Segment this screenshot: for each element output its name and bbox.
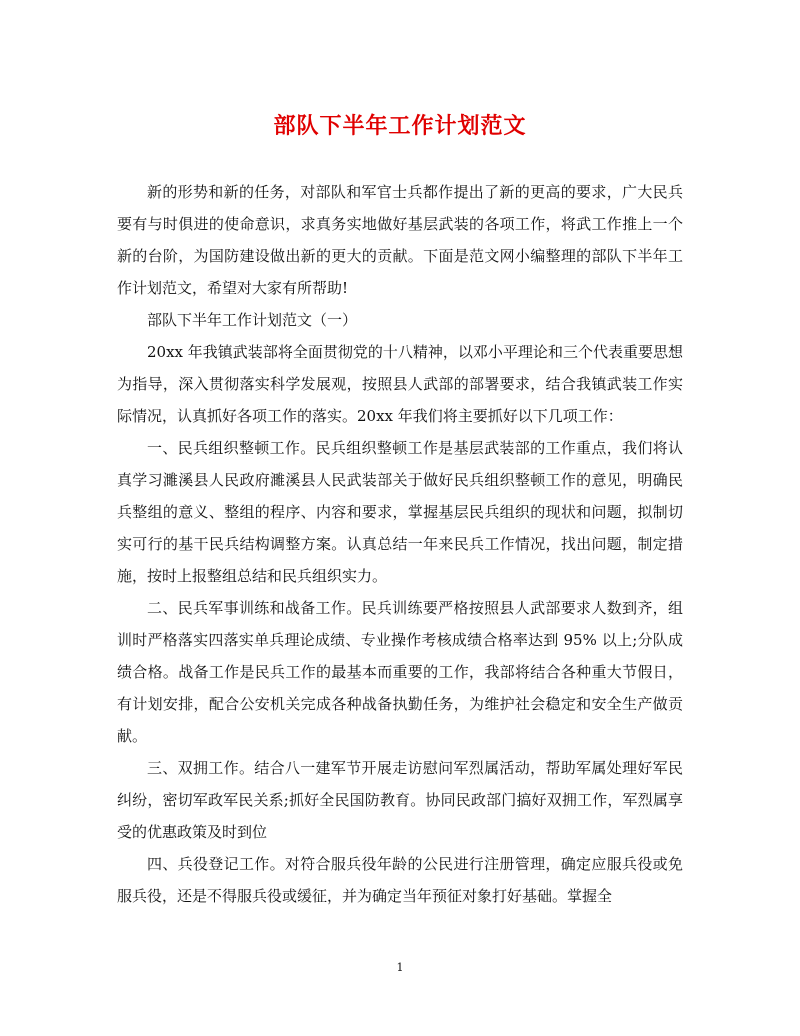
document-body	[117, 176, 683, 912]
document-title: 部队下半年工作计划范文	[273, 113, 527, 139]
item-paragraph-3: 三、双拥工作。结合八一建军节开展走访慰问军烈属活动，帮助军属处理好军民纠纷，密切军政军民关系;抓好全民国防教育。协同民政部门搞好双拥工作，军烈属享受的优惠政策及时到位	[117, 759, 683, 841]
item-paragraph-1: 一、民兵组织整顿工作。民兵组织整顿工作是基层武装部的工作重点，我们将认真学习濉溪县人民政府濉溪县人民武装部关于做好民兵组织整顿工作的意见，明确民兵整组的意义、整组的程序、内容和要求，掌握基层民兵组织的现状和问题，拟制切实可行的基干民兵结构调整方案。认真总结一年来民兵工作情况，找出问题，制定措施，按时上报整组总结和民兵组织实力。	[117, 439, 683, 585]
item-paragraph-2: 二、民兵军事训练和战备工作。民兵训练要严格按照县人武部要求人数到齐，组训时严格落实四落实单兵理论成绩、专业操作考核成绩合格率达到 95% 以上;分队成绩合格。战备工作是民兵工作的最基本而重要的工作，我部将结合各种重大节假日，有计划安排，配合公安机关完成各种战备执勤任务，为维护社会稳定和安全生产做贡献。	[117, 599, 683, 745]
page-number: 1	[396, 961, 404, 974]
intro-paragraph: 新的形势和新的任务，对部队和军官士兵都作提出了新的更高的要求，广大民兵要有与时俱进的使命意识，求真务实地做好基层武装的各项工作，将武工作推上一个新的台阶，为国防建设做出新的更大的贡献。下面是范文网小编整理的部队下半年工作计划范文，希望对大家有所帮助!	[117, 183, 683, 297]
body-paragraph: 20xx 年我镇武装部将全面贯彻党的十八精神，以邓小平理论和三个代表重要思想为指导，深入贯彻落实科学发展观，按照县人武部的部署要求，结合我镇武装工作实际情况，认真抓好各项工作的落实。20xx 年我们将主要抓好以下几项工作：	[117, 343, 683, 425]
item-paragraph-4: 四、兵役登记工作。对符合服兵役年龄的公民进行注册管理，确定应服兵役或免服兵役，还是不得服兵役或缓征，并为确定当年预征对象打好基础。掌握全	[117, 855, 683, 905]
section-heading: 部队下半年工作计划范文（一）	[147, 311, 358, 329]
